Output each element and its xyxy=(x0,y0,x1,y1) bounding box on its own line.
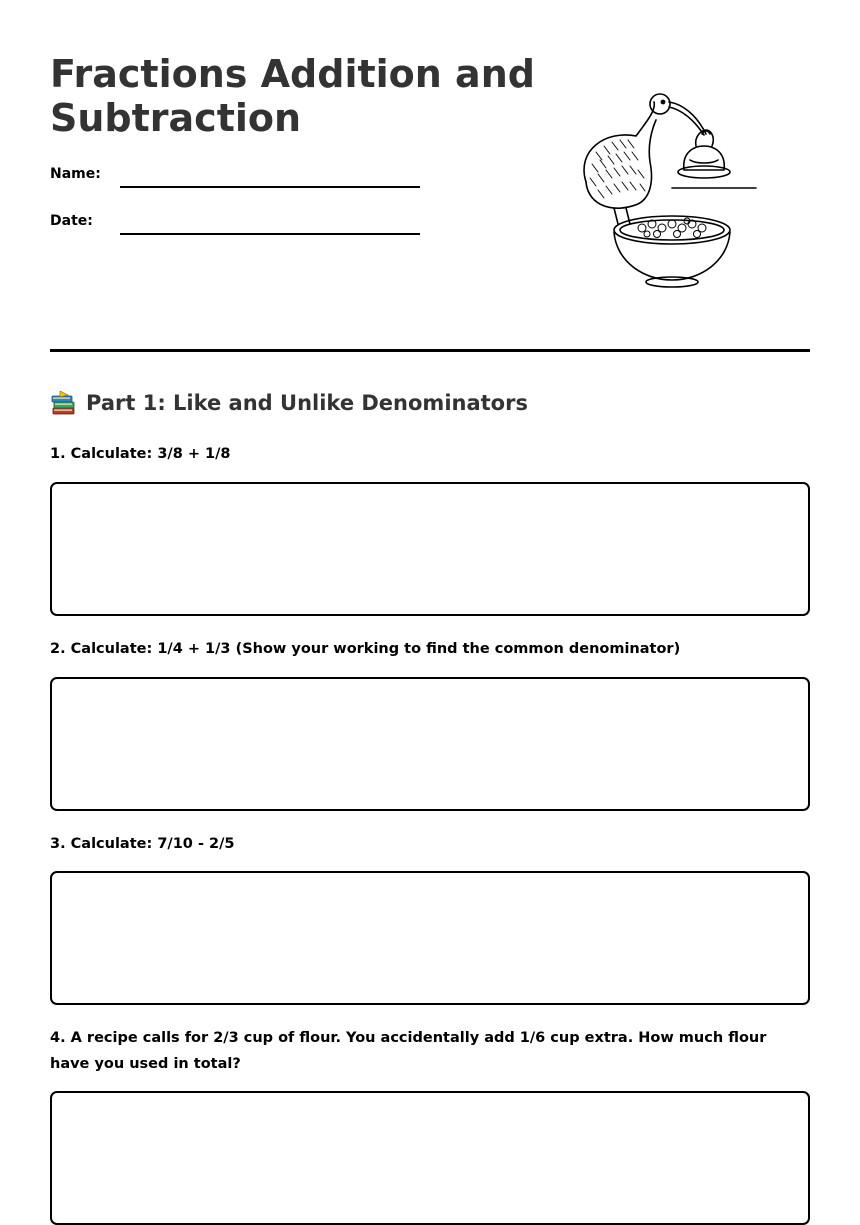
question-2: 2. Calculate: 1/4 + 1/3 (Show your working to find the common denominator) xyxy=(50,641,681,657)
section-heading xyxy=(50,388,528,418)
name-line[interactable] xyxy=(120,186,420,188)
section-title: Part 1: Like and Unlike Denominators xyxy=(86,391,528,415)
kiwi-illustration xyxy=(576,90,762,294)
name-label: Name: xyxy=(50,166,101,182)
name-field xyxy=(50,166,420,196)
page-title: Fractions Addition and Subtraction xyxy=(50,52,535,140)
answer-box-2[interactable] xyxy=(50,677,810,811)
answer-box-4[interactable] xyxy=(50,1091,810,1225)
books-icon xyxy=(50,389,78,417)
question-3: 3. Calculate: 7/10 - 2/5 xyxy=(50,836,235,852)
worksheet-page xyxy=(50,0,810,1161)
date-field xyxy=(50,213,420,243)
question-4: 4. A recipe calls for 2/3 cup of flour. You accidentally add 1/6 cup extra. How much flour have you used in total? xyxy=(50,1030,767,1072)
date-label: Date: xyxy=(50,213,93,229)
header-divider xyxy=(50,349,810,352)
answer-box-1[interactable] xyxy=(50,482,810,616)
answer-box-3[interactable] xyxy=(50,871,810,1005)
date-line[interactable] xyxy=(120,233,420,235)
question-1: 1. Calculate: 3/8 + 1/8 xyxy=(50,446,231,462)
